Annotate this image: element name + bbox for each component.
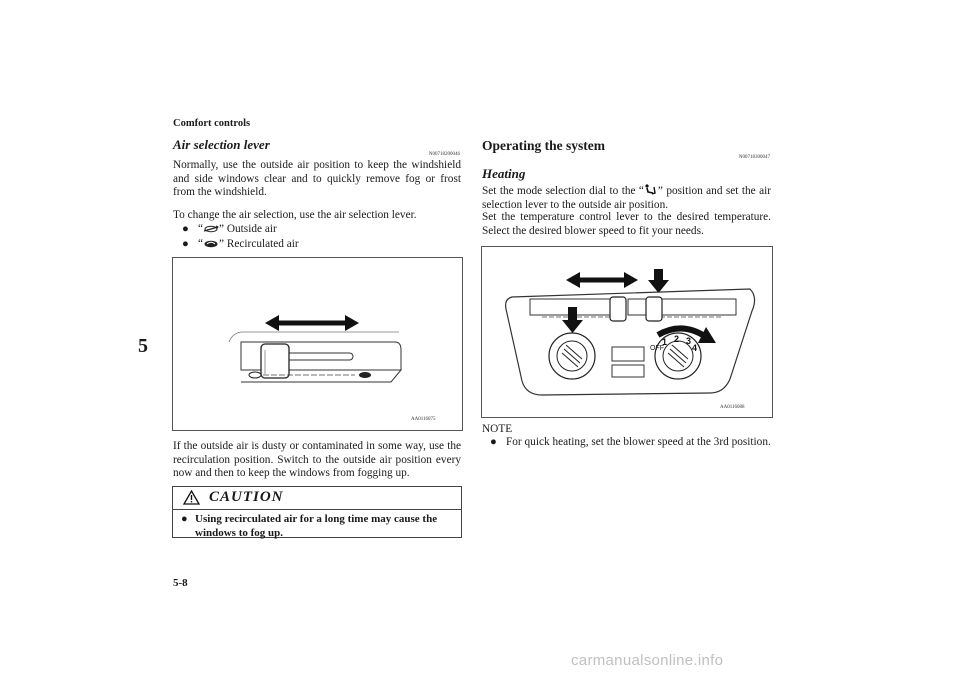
bullet-dot: ● — [182, 223, 189, 235]
heating-paragraph-1 — [482, 184, 771, 212]
instruction-paragraph: To change the air selection, use the air selection lever. — [173, 209, 417, 221]
heading-code: N00718300047 — [738, 155, 770, 160]
bullet-dot: ● — [182, 238, 189, 250]
double-arrow-icon — [566, 272, 638, 288]
caution-box — [172, 486, 462, 538]
blower-label-off: OFF — [650, 345, 664, 352]
para1-pre: Set the mode selection dial to the “ — [482, 185, 644, 197]
intro-paragraph: Normally, use the outside air position to keep the windshield and side windows clear and to quickly remove fog or frost from the windshield. — [173, 159, 461, 199]
caution-text: Using recirculated air for a long time may cause the windows to fog up. — [195, 513, 438, 539]
blower-label-2: 2 — [674, 334, 680, 344]
air-selection-lever-illustration — [173, 258, 462, 430]
page-number: 5-8 — [173, 577, 188, 589]
bullet-label: Outside air — [226, 223, 277, 235]
watermark: carmanualsonline.info — [571, 652, 724, 669]
figure-code: AA0116088 — [720, 405, 745, 410]
heater-panel-illustration — [482, 247, 772, 417]
bullet-label: Recirculated air — [226, 238, 299, 250]
note-bullet — [490, 436, 771, 450]
warning-triangle-icon — [183, 490, 200, 505]
bullet-outside-air: ● “ ” Outside air — [182, 223, 277, 235]
operating-heading: Operating the system — [482, 138, 605, 153]
heating-subheading: Heating — [482, 166, 526, 181]
bullet-dot: ● — [181, 513, 188, 525]
section-title: Air selection lever — [173, 137, 270, 152]
figure-code: AA0116075 — [411, 417, 436, 422]
chapter-tab: 5 — [138, 335, 148, 357]
outside-air-icon — [203, 225, 219, 233]
note-text: For quick heating, set the blower speed at the 3rd position. — [506, 436, 771, 448]
note-label: NOTE — [482, 423, 513, 435]
recirculated-air-icon — [203, 240, 219, 248]
caution-header — [173, 487, 461, 510]
heater-control-figure — [481, 246, 773, 418]
heating-paragraph-2: Set the temperature control lever to the desired temperature. Select the desired blower speed to fit your needs. — [482, 211, 771, 237]
double-arrow-icon — [265, 315, 359, 331]
down-arrow-icon — [648, 269, 669, 293]
para1-post: ” position and set the air selection lever to the outside air position. — [482, 185, 771, 211]
bullet-recirculated-air: ● “ ” Recirculated air — [182, 238, 299, 250]
caution-body — [173, 510, 461, 540]
foot-mode-icon — [644, 184, 658, 195]
blower-label-1: 1 — [662, 337, 668, 347]
blower-label-3: 3 — [686, 336, 692, 346]
after-figure-paragraph: If the outside air is dusty or contaminated in some way, use the recirculation position. Switch to the outside air position every now and then to keep the windows from fogging up. — [173, 440, 461, 480]
page-header-title: Comfort controls — [173, 118, 251, 129]
section-code: N00718200046 — [428, 152, 460, 157]
bullet-dot: ● — [490, 436, 497, 448]
caution-title: CAUTION — [209, 489, 284, 505]
blower-label-4: 4 — [692, 343, 698, 353]
air-selection-figure — [172, 257, 463, 431]
